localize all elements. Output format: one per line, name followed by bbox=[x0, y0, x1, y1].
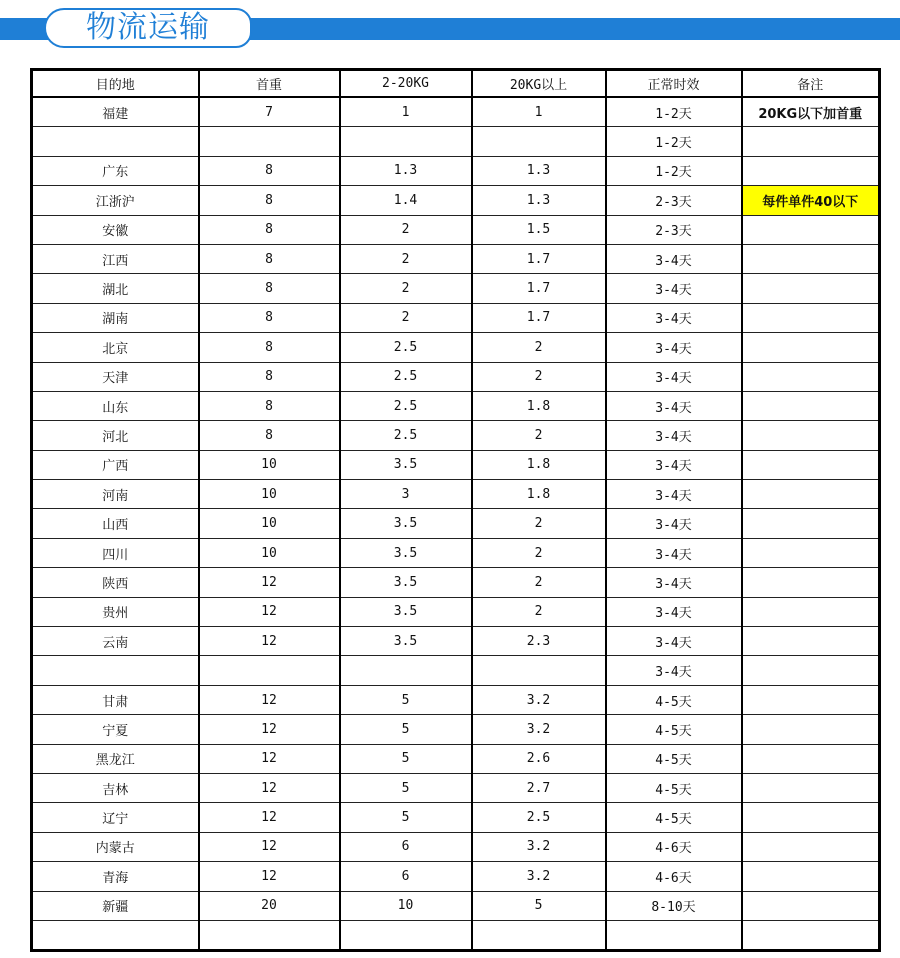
rate-2-20kg-cell bbox=[340, 656, 472, 685]
column-header-transit-time: 正常时效 bbox=[606, 70, 742, 98]
transit-time-cell: 2-3天 bbox=[606, 215, 742, 244]
rate-2-20kg-cell: 2.5 bbox=[340, 421, 472, 450]
first-weight-cell: 10 bbox=[199, 538, 340, 567]
rate-over-20kg-cell: 1 bbox=[472, 97, 606, 127]
rate-over-20kg-cell: 3.2 bbox=[472, 862, 606, 891]
transit-time-cell: 3-4天 bbox=[606, 480, 742, 509]
table-row bbox=[32, 597, 880, 626]
remark-cell-highlighted: 每件单件40以下 bbox=[742, 186, 880, 215]
rate-over-20kg-cell bbox=[472, 127, 606, 156]
first-weight-cell: 8 bbox=[199, 215, 340, 244]
remark-cell bbox=[742, 303, 880, 332]
rate-over-20kg-cell: 1.8 bbox=[472, 450, 606, 479]
table-header-row bbox=[32, 70, 880, 98]
first-weight-cell: 8 bbox=[199, 333, 340, 362]
shipping-rate-table bbox=[30, 68, 881, 952]
destination-cell: 湖南 bbox=[32, 303, 199, 332]
transit-time-cell: 1-2天 bbox=[606, 97, 742, 127]
remark-cell bbox=[742, 597, 880, 626]
column-header-first-weight: 首重 bbox=[199, 70, 340, 98]
first-weight-cell bbox=[199, 656, 340, 685]
rate-over-20kg-cell: 2 bbox=[472, 362, 606, 391]
remark-cell bbox=[742, 244, 880, 273]
rate-2-20kg-cell: 3.5 bbox=[340, 597, 472, 626]
rate-2-20kg-cell: 5 bbox=[340, 803, 472, 832]
rate-over-20kg-cell: 3.2 bbox=[472, 685, 606, 714]
transit-time-cell: 3-4天 bbox=[606, 274, 742, 303]
destination-cell: 新疆 bbox=[32, 891, 199, 920]
rate-over-20kg-cell bbox=[472, 656, 606, 685]
table-row bbox=[32, 450, 880, 479]
table-body bbox=[32, 97, 880, 951]
transit-time-cell: 4-6天 bbox=[606, 862, 742, 891]
destination-cell: 广西 bbox=[32, 450, 199, 479]
first-weight-cell: 8 bbox=[199, 362, 340, 391]
first-weight-cell: 8 bbox=[199, 156, 340, 185]
transit-time-cell: 4-5天 bbox=[606, 744, 742, 773]
first-weight-cell: 12 bbox=[199, 568, 340, 597]
destination-cell: 广东 bbox=[32, 156, 199, 185]
table-row bbox=[32, 97, 880, 127]
first-weight-cell: 12 bbox=[199, 597, 340, 626]
transit-time-cell: 4-5天 bbox=[606, 685, 742, 714]
remark-cell bbox=[742, 127, 880, 156]
rate-2-20kg-cell: 2 bbox=[340, 244, 472, 273]
table-row bbox=[32, 803, 880, 832]
first-weight-cell: 8 bbox=[199, 244, 340, 273]
rate-over-20kg-cell: 1.8 bbox=[472, 480, 606, 509]
remark-cell bbox=[742, 156, 880, 185]
rate-2-20kg-cell: 3.5 bbox=[340, 538, 472, 567]
table-row bbox=[32, 568, 880, 597]
rate-2-20kg-cell: 3.5 bbox=[340, 627, 472, 656]
rate-2-20kg-cell: 3 bbox=[340, 480, 472, 509]
first-weight-cell bbox=[199, 920, 340, 950]
destination-cell: 天津 bbox=[32, 362, 199, 391]
remark-cell bbox=[742, 362, 880, 391]
rate-over-20kg-cell: 1.7 bbox=[472, 274, 606, 303]
transit-time-cell: 3-4天 bbox=[606, 333, 742, 362]
first-weight-cell: 12 bbox=[199, 862, 340, 891]
remark-cell: 20KG以下加首重 bbox=[742, 97, 880, 127]
remark-cell bbox=[742, 215, 880, 244]
rate-over-20kg-cell: 1.7 bbox=[472, 244, 606, 273]
table-row bbox=[32, 509, 880, 538]
destination-cell: 内蒙古 bbox=[32, 832, 199, 861]
rate-2-20kg-cell: 3.5 bbox=[340, 568, 472, 597]
transit-time-cell: 3-4天 bbox=[606, 656, 742, 685]
transit-time-cell bbox=[606, 920, 742, 950]
remark-cell bbox=[742, 832, 880, 861]
destination-cell: 福建 bbox=[32, 97, 199, 127]
transit-time-cell: 3-4天 bbox=[606, 538, 742, 567]
rate-over-20kg-cell: 2 bbox=[472, 509, 606, 538]
table-row bbox=[32, 920, 880, 950]
table-row bbox=[32, 538, 880, 567]
table-row bbox=[32, 685, 880, 714]
remark-cell bbox=[742, 421, 880, 450]
table-row bbox=[32, 891, 880, 920]
table-row bbox=[32, 715, 880, 744]
rate-2-20kg-cell: 1.4 bbox=[340, 186, 472, 215]
rate-2-20kg-cell: 5 bbox=[340, 685, 472, 714]
rate-2-20kg-cell: 5 bbox=[340, 773, 472, 802]
remark-cell bbox=[742, 715, 880, 744]
first-weight-cell: 7 bbox=[199, 97, 340, 127]
rate-over-20kg-cell: 2 bbox=[472, 333, 606, 362]
destination-cell: 北京 bbox=[32, 333, 199, 362]
transit-time-cell: 3-4天 bbox=[606, 362, 742, 391]
rate-2-20kg-cell: 3.5 bbox=[340, 509, 472, 538]
remark-cell bbox=[742, 685, 880, 714]
remark-cell bbox=[742, 274, 880, 303]
rate-over-20kg-cell: 1.8 bbox=[472, 391, 606, 420]
rate-over-20kg-cell: 2.3 bbox=[472, 627, 606, 656]
destination-cell: 吉林 bbox=[32, 773, 199, 802]
first-weight-cell: 12 bbox=[199, 685, 340, 714]
rate-over-20kg-cell: 1.3 bbox=[472, 186, 606, 215]
rate-2-20kg-cell: 2.5 bbox=[340, 362, 472, 391]
table-row bbox=[32, 186, 880, 215]
rate-2-20kg-cell: 2 bbox=[340, 303, 472, 332]
transit-time-cell: 3-4天 bbox=[606, 450, 742, 479]
rate-over-20kg-cell: 1.3 bbox=[472, 156, 606, 185]
rate-over-20kg-cell: 2.7 bbox=[472, 773, 606, 802]
column-header-destination: 目的地 bbox=[32, 70, 199, 98]
transit-time-cell: 3-4天 bbox=[606, 421, 742, 450]
transit-time-cell: 1-2天 bbox=[606, 127, 742, 156]
first-weight-cell: 12 bbox=[199, 832, 340, 861]
table-row bbox=[32, 244, 880, 273]
rate-over-20kg-cell: 2 bbox=[472, 538, 606, 567]
destination-cell: 江浙沪 bbox=[32, 186, 199, 215]
remark-cell bbox=[742, 480, 880, 509]
first-weight-cell bbox=[199, 127, 340, 156]
destination-cell: 青海 bbox=[32, 862, 199, 891]
table-row bbox=[32, 627, 880, 656]
rate-2-20kg-cell: 2 bbox=[340, 215, 472, 244]
rate-2-20kg-cell: 1.3 bbox=[340, 156, 472, 185]
table-row bbox=[32, 333, 880, 362]
remark-cell bbox=[742, 656, 880, 685]
destination-cell: 黑龙江 bbox=[32, 744, 199, 773]
destination-cell: 安徽 bbox=[32, 215, 199, 244]
transit-time-cell: 3-4天 bbox=[606, 509, 742, 538]
remark-cell bbox=[742, 568, 880, 597]
rate-2-20kg-cell: 6 bbox=[340, 832, 472, 861]
table-row bbox=[32, 156, 880, 185]
table-row bbox=[32, 127, 880, 156]
transit-time-cell: 3-4天 bbox=[606, 568, 742, 597]
transit-time-cell: 4-6天 bbox=[606, 832, 742, 861]
remark-cell bbox=[742, 333, 880, 362]
destination-cell: 山西 bbox=[32, 509, 199, 538]
rate-2-20kg-cell: 2.5 bbox=[340, 391, 472, 420]
destination-cell: 贵州 bbox=[32, 597, 199, 626]
rate-2-20kg-cell: 5 bbox=[340, 715, 472, 744]
first-weight-cell: 12 bbox=[199, 627, 340, 656]
transit-time-cell: 8-10天 bbox=[606, 891, 742, 920]
destination-cell: 陕西 bbox=[32, 568, 199, 597]
rate-over-20kg-cell bbox=[472, 920, 606, 950]
first-weight-cell: 12 bbox=[199, 744, 340, 773]
first-weight-cell: 8 bbox=[199, 303, 340, 332]
transit-time-cell: 3-4天 bbox=[606, 244, 742, 273]
transit-time-cell: 1-2天 bbox=[606, 156, 742, 185]
column-header-2-20kg: 2-20KG bbox=[340, 70, 472, 98]
table-row bbox=[32, 832, 880, 861]
rate-over-20kg-cell: 2 bbox=[472, 597, 606, 626]
destination-cell: 河南 bbox=[32, 480, 199, 509]
column-header-remarks: 备注 bbox=[742, 70, 880, 98]
first-weight-cell: 8 bbox=[199, 186, 340, 215]
rate-over-20kg-cell: 1.5 bbox=[472, 215, 606, 244]
rate-over-20kg-cell: 3.2 bbox=[472, 715, 606, 744]
rate-2-20kg-cell: 3.5 bbox=[340, 450, 472, 479]
table-row bbox=[32, 362, 880, 391]
remark-cell bbox=[742, 538, 880, 567]
transit-time-cell: 3-4天 bbox=[606, 597, 742, 626]
destination-cell: 甘肃 bbox=[32, 685, 199, 714]
transit-time-cell: 4-5天 bbox=[606, 803, 742, 832]
destination-cell bbox=[32, 920, 199, 950]
remark-cell bbox=[742, 803, 880, 832]
transit-time-cell: 4-5天 bbox=[606, 715, 742, 744]
destination-cell: 辽宁 bbox=[32, 803, 199, 832]
rate-2-20kg-cell: 10 bbox=[340, 891, 472, 920]
destination-cell: 河北 bbox=[32, 421, 199, 450]
rate-over-20kg-cell: 1.7 bbox=[472, 303, 606, 332]
rate-over-20kg-cell: 3.2 bbox=[472, 832, 606, 861]
rate-2-20kg-cell: 1 bbox=[340, 97, 472, 127]
remark-cell bbox=[742, 920, 880, 950]
destination-cell: 云南 bbox=[32, 627, 199, 656]
remark-cell bbox=[742, 391, 880, 420]
remark-cell bbox=[742, 891, 880, 920]
table-row bbox=[32, 862, 880, 891]
column-header-over-20kg: 20KG以上 bbox=[472, 70, 606, 98]
rate-2-20kg-cell: 2 bbox=[340, 274, 472, 303]
table-row bbox=[32, 480, 880, 509]
rate-2-20kg-cell: 2.5 bbox=[340, 333, 472, 362]
rate-over-20kg-cell: 2.5 bbox=[472, 803, 606, 832]
destination-cell: 江西 bbox=[32, 244, 199, 273]
table-row bbox=[32, 215, 880, 244]
rate-2-20kg-cell: 5 bbox=[340, 744, 472, 773]
first-weight-cell: 10 bbox=[199, 450, 340, 479]
destination-cell: 湖北 bbox=[32, 274, 199, 303]
rate-2-20kg-cell bbox=[340, 127, 472, 156]
rate-2-20kg-cell: 6 bbox=[340, 862, 472, 891]
transit-time-cell: 4-5天 bbox=[606, 773, 742, 802]
remark-cell bbox=[742, 744, 880, 773]
destination-cell: 四川 bbox=[32, 538, 199, 567]
table-row bbox=[32, 744, 880, 773]
destination-cell: 宁夏 bbox=[32, 715, 199, 744]
first-weight-cell: 8 bbox=[199, 274, 340, 303]
destination-cell: 山东 bbox=[32, 391, 199, 420]
transit-time-cell: 3-4天 bbox=[606, 303, 742, 332]
transit-time-cell: 3-4天 bbox=[606, 627, 742, 656]
table-row bbox=[32, 303, 880, 332]
first-weight-cell: 10 bbox=[199, 480, 340, 509]
rate-over-20kg-cell: 2.6 bbox=[472, 744, 606, 773]
first-weight-cell: 10 bbox=[199, 509, 340, 538]
remark-cell bbox=[742, 627, 880, 656]
first-weight-cell: 8 bbox=[199, 421, 340, 450]
destination-cell bbox=[32, 127, 199, 156]
rate-over-20kg-cell: 2 bbox=[472, 421, 606, 450]
rate-over-20kg-cell: 2 bbox=[472, 568, 606, 597]
destination-cell bbox=[32, 656, 199, 685]
table-row bbox=[32, 391, 880, 420]
remark-cell bbox=[742, 509, 880, 538]
rate-over-20kg-cell: 5 bbox=[472, 891, 606, 920]
transit-time-cell: 3-4天 bbox=[606, 391, 742, 420]
banner-title: 物流运输 bbox=[44, 8, 252, 48]
table-row bbox=[32, 274, 880, 303]
first-weight-cell: 12 bbox=[199, 715, 340, 744]
first-weight-cell: 20 bbox=[199, 891, 340, 920]
first-weight-cell: 12 bbox=[199, 773, 340, 802]
first-weight-cell: 8 bbox=[199, 391, 340, 420]
table-row bbox=[32, 421, 880, 450]
remark-cell bbox=[742, 862, 880, 891]
remark-cell bbox=[742, 450, 880, 479]
remark-cell bbox=[742, 773, 880, 802]
first-weight-cell: 12 bbox=[199, 803, 340, 832]
rate-2-20kg-cell bbox=[340, 920, 472, 950]
transit-time-cell: 2-3天 bbox=[606, 186, 742, 215]
table-row bbox=[32, 773, 880, 802]
table-row bbox=[32, 656, 880, 685]
